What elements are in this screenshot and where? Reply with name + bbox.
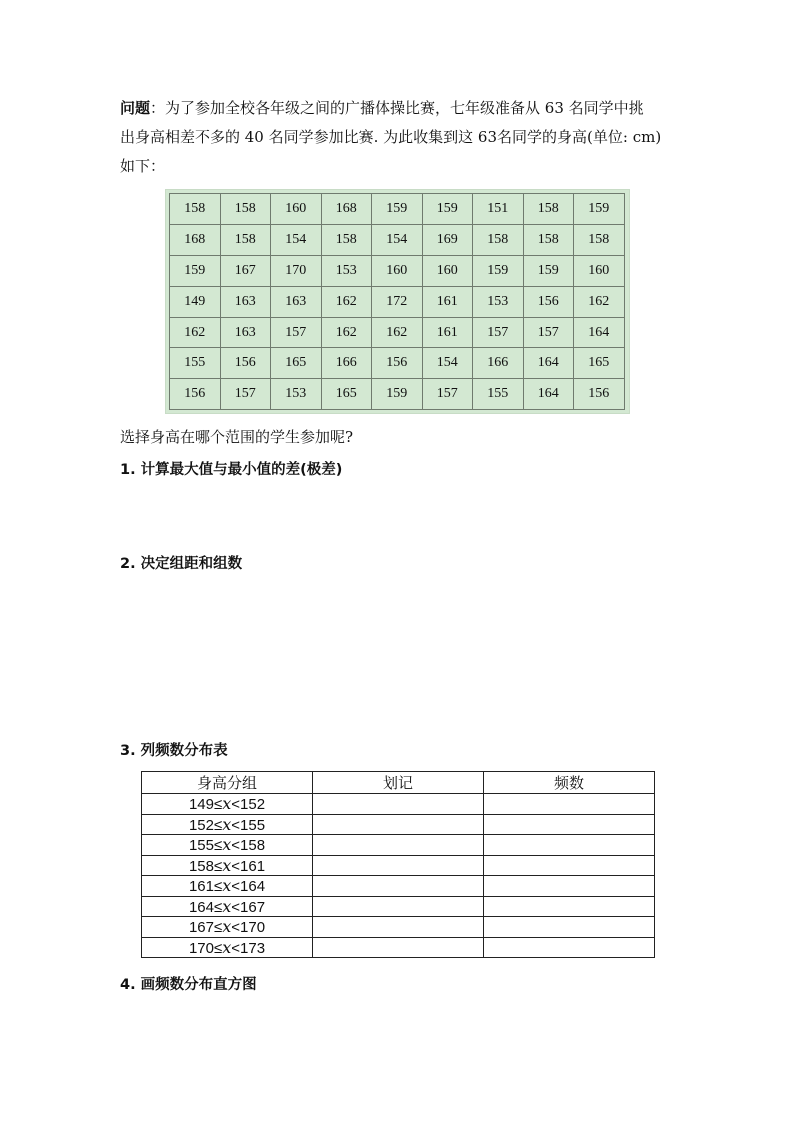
range-upper: <155 [231,816,266,834]
data-cell: 157 [220,379,271,410]
data-cell: 154 [271,224,322,255]
freq-row [142,835,655,856]
range-upper: <170 [231,919,266,937]
data-cell: 159 [523,255,574,286]
tally-cell[interactable] [313,937,484,958]
height-range-cell [142,794,313,815]
tally-cell[interactable] [313,814,484,835]
range-lower: 152≤ [188,816,223,834]
data-cell: 157 [473,317,524,348]
data-row [170,348,625,379]
frequency-cell[interactable] [484,917,655,938]
range-upper: <164 [231,878,266,896]
range-lower: 155≤ [188,837,223,855]
header-height-group: 身高分组 [142,772,313,794]
data-cell: 153 [321,255,372,286]
frequency-distribution-table [141,771,655,958]
freq-row [142,814,655,835]
problem-line-3: 如下： [120,157,166,175]
data-cell: 157 [422,379,473,410]
height-data-panel [166,190,629,413]
data-cell: 160 [422,255,473,286]
data-cell: 149 [170,286,221,317]
height-range-cell [142,876,313,897]
height-data-table [169,193,625,410]
data-cell: 165 [321,379,372,410]
step-3-heading: 3. 列频数分布表 [120,743,228,759]
range-upper: <161 [231,857,266,875]
frequency-cell[interactable] [484,876,655,897]
frequency-cell[interactable] [484,794,655,815]
freq-row [142,917,655,938]
data-cell: 156 [372,348,423,379]
data-cell: 156 [220,348,271,379]
height-range-cell [142,814,313,835]
frequency-cell[interactable] [484,896,655,917]
tally-cell[interactable] [313,835,484,856]
data-cell: 153 [271,379,322,410]
data-cell: 158 [220,224,271,255]
header-tally: 划记 [313,772,484,794]
range-lower: 161≤ [188,878,223,896]
freq-row [142,876,655,897]
problem-statement [120,94,690,181]
tally-cell[interactable] [313,896,484,917]
range-variable: x [222,855,232,875]
data-cell: 160 [574,255,625,286]
data-cell: 162 [321,317,372,348]
freq-row [142,896,655,917]
data-cell: 153 [473,286,524,317]
data-cell: 160 [372,255,423,286]
data-cell: 158 [473,224,524,255]
data-cell: 159 [473,255,524,286]
height-range-cell [142,896,313,917]
data-cell: 154 [372,224,423,255]
data-cell: 158 [523,194,574,225]
data-cell: 158 [574,224,625,255]
data-cell: 159 [574,194,625,225]
data-cell: 164 [523,348,574,379]
tally-cell[interactable] [313,917,484,938]
range-lower: 149≤ [188,796,223,814]
data-cell: 168 [321,194,372,225]
data-cell: 167 [220,255,271,286]
tally-cell[interactable] [313,794,484,815]
data-cell: 159 [372,379,423,410]
data-cell: 160 [271,194,322,225]
range-lower: 158≤ [188,857,223,875]
data-cell: 158 [170,194,221,225]
data-cell: 157 [271,317,322,348]
problem-text-1: ：为了参加全校各年级之间的广播体操比赛，七年级准备从 63 名同学中挑 [150,99,644,117]
data-cell: 162 [372,317,423,348]
tally-cell[interactable] [313,855,484,876]
data-cell: 164 [523,379,574,410]
height-range-cell [142,855,313,876]
header-frequency: 频数 [484,772,655,794]
height-range-cell [142,937,313,958]
data-cell: 156 [523,286,574,317]
data-row [170,255,625,286]
data-cell: 159 [422,194,473,225]
range-upper: <158 [231,837,266,855]
data-cell: 159 [170,255,221,286]
data-cell: 161 [422,317,473,348]
data-cell: 156 [574,379,625,410]
data-row [170,194,625,225]
step-2-heading: 2. 决定组距和组数 [120,556,243,572]
range-lower: 170≤ [188,939,223,957]
data-cell: 166 [321,348,372,379]
data-cell: 168 [170,224,221,255]
data-row [170,379,625,410]
data-cell: 162 [170,317,221,348]
data-row [170,224,625,255]
frequency-cell[interactable] [484,937,655,958]
data-cell: 158 [523,224,574,255]
data-cell: 163 [271,286,322,317]
data-cell: 163 [220,286,271,317]
problem-line-2: 出身高相差不多的 40 名同学参加比赛. 为此收集到这 63名同学的身高(单位: cm) [120,128,662,146]
freq-header-row [142,772,655,794]
range-variable: x [222,937,232,957]
data-row [170,317,625,348]
tally-cell[interactable] [313,876,484,897]
data-cell: 154 [422,348,473,379]
range-upper: <173 [231,939,266,957]
data-cell: 155 [473,379,524,410]
freq-row [142,937,655,958]
range-upper: <152 [231,796,266,814]
data-cell: 156 [170,379,221,410]
height-range-cell [142,917,313,938]
range-variable: x [222,814,232,834]
range-lower: 167≤ [188,919,223,937]
step-1-heading: 1. 计算最大值与最小值的差(极差) [120,462,343,478]
range-variable: x [222,917,232,937]
height-range-cell [142,835,313,856]
data-cell: 151 [473,194,524,225]
data-cell: 169 [422,224,473,255]
data-cell: 163 [220,317,271,348]
range-upper: <167 [231,898,266,916]
range-variable: x [222,876,232,896]
range-variable: x [222,794,232,814]
step-4-heading: 4. 画频数分布直方图 [120,977,257,993]
data-row [170,286,625,317]
data-cell: 161 [422,286,473,317]
data-cell: 158 [321,224,372,255]
problem-line-1 [120,94,690,123]
data-cell: 172 [372,286,423,317]
frequency-cell[interactable] [484,814,655,835]
data-cell: 158 [220,194,271,225]
data-cell: 165 [574,348,625,379]
freq-row [142,855,655,876]
data-cell: 166 [473,348,524,379]
data-cell: 170 [271,255,322,286]
range-lower: 164≤ [188,898,223,916]
freq-row [142,794,655,815]
data-cell: 159 [372,194,423,225]
frequency-cell[interactable] [484,835,655,856]
frequency-cell[interactable] [484,855,655,876]
data-cell: 155 [170,348,221,379]
data-cell: 162 [574,286,625,317]
problem-label: 问题 [120,99,151,117]
data-cell: 162 [321,286,372,317]
data-cell: 164 [574,317,625,348]
range-variable: x [222,896,232,916]
question-text: 选择身高在哪个范围的学生参加呢? [120,428,354,446]
range-variable: x [222,835,232,855]
data-cell: 157 [523,317,574,348]
data-cell: 165 [271,348,322,379]
